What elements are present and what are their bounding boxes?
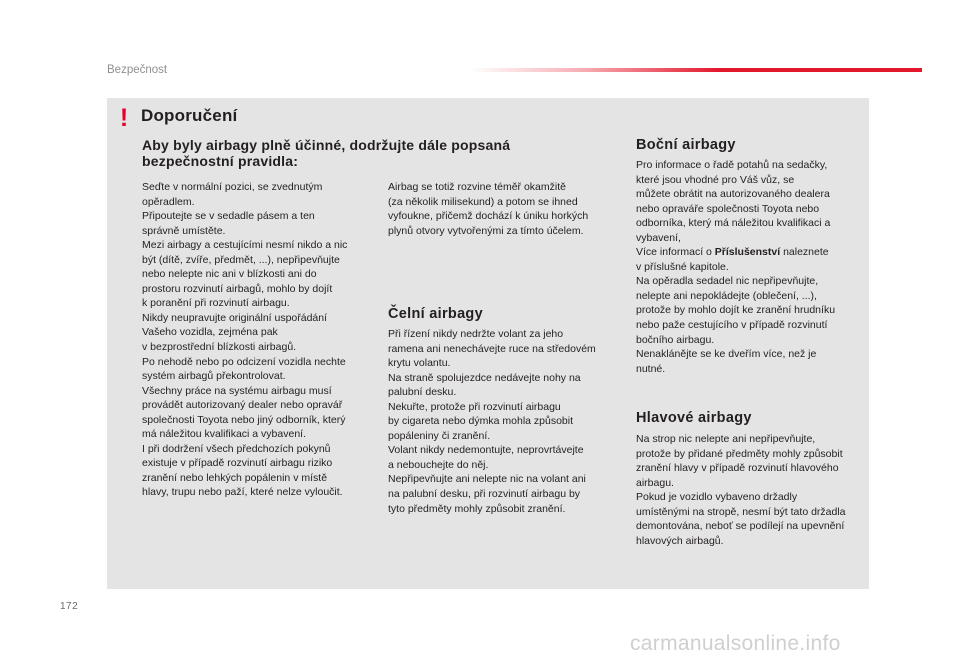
text-line: Na strop nic nelepte ani nepřipevňujte, xyxy=(636,433,816,445)
text-line: Na straně spolujezdce nedávejte nohy na xyxy=(388,371,581,384)
text-line: systém airbagů překontrolovat. xyxy=(142,370,286,383)
text-line: Připoutejte se v sedadle pásem a ten xyxy=(142,210,315,223)
frontal-airbags-text xyxy=(388,327,596,516)
watermark: carmanualsonline.info xyxy=(630,632,841,655)
text-line: Všechny práce na systému airbagu musí xyxy=(142,384,332,397)
text-line xyxy=(636,245,835,260)
text-line: existuje v případě rozvinutí airbagu riziko xyxy=(142,457,333,470)
text-line: Pro informace o řadě potahů na sedačky, xyxy=(636,159,828,171)
text-line: být (dítě, zvíře, předmět, ...), nepřipevňujte xyxy=(142,253,340,266)
accessories-term: Příslušenství xyxy=(714,246,781,259)
text-line: Nepřipevňujte ani nelepte nic na volant ani xyxy=(388,473,586,486)
text-line: v příslušné kapitole. xyxy=(636,260,729,273)
text-line: ramena ani nenechávejte ruce na středovém xyxy=(388,342,596,355)
section-label: Bezpečnost xyxy=(107,64,168,76)
text-line: a nebouchejte do něj. xyxy=(388,458,489,471)
text-line: které jsou vhodné pro Váš vůz, se xyxy=(636,173,795,186)
text-line: zranění nebo lehkých popálenin v místě xyxy=(142,471,328,484)
text-line: bočního airbagu. xyxy=(636,333,715,346)
text-line: nebo opraváře společnosti Toyota nebo xyxy=(636,202,820,215)
subtitle-line: bezpečnostní pravidla: xyxy=(142,153,299,169)
text-line: Mezi airbagy a cestujícími nesmí nikdo a nic xyxy=(142,239,348,252)
text-line: tyto předměty mohly způsobit zranění. xyxy=(388,502,566,515)
text-line: má náležitou kvalifikaci a vybavení. xyxy=(142,428,306,441)
text-line: nelepte ani nepokládejte (oblečení, ...), xyxy=(636,289,817,302)
text-line: Po nehodě nebo po odcizení vozidla nechte xyxy=(142,355,346,368)
column-airbag-deployment xyxy=(388,180,588,238)
text-line: by cigareta nebo dýmka mohla způsobit xyxy=(388,415,574,428)
panel-title: Doporučení xyxy=(141,106,238,125)
text-fragment: Více informací o xyxy=(636,246,715,259)
text-line: hlavy, trupu nebo paží, které nelze vyloučit. xyxy=(142,486,343,499)
text-line: Nekuřte, protože při rozvinutí airbagu xyxy=(388,400,561,413)
text-line: hlavových airbagů. xyxy=(636,534,724,547)
text-line: můžete obrátit na autorizovaného dealera xyxy=(636,188,830,201)
curtain-airbags-heading: Hlavové airbagy xyxy=(636,410,752,426)
curtain-airbags-text xyxy=(636,432,846,548)
text-line: Na opěradla sedadel nic nepřipevňujte, xyxy=(636,275,819,288)
text-line: na palubní desku, při rozvinutí airbagu by xyxy=(388,488,581,501)
text-line: krytu volantu. xyxy=(388,357,451,370)
text-line: nutné. xyxy=(636,362,666,375)
text-line: demontována, neboť se podílejí na upevnění xyxy=(636,520,845,533)
text-line: opěradlem. xyxy=(142,195,195,208)
frontal-airbags-heading: Čelní airbagy xyxy=(388,306,483,322)
text-line: k poranění při rozvinutí airbagu. xyxy=(142,297,290,310)
text-line: prostoru rozvinutí airbagů, mohlo by dojít xyxy=(142,282,333,295)
text-line: I při dodržení všech předchozích pokynů xyxy=(142,442,331,455)
text-line: Pokud je vozidlo vybaveno držadly xyxy=(636,491,798,504)
text-line: Nikdy neupravujte originální uspořádání xyxy=(142,311,328,324)
text-line: palubní desku. xyxy=(388,386,457,399)
exclamation-icon: ! xyxy=(119,104,129,132)
text-line: nebo nelepte nic ani v blízkosti ani do xyxy=(142,268,317,281)
text-line: Seďte v normální pozici, se zvednutým xyxy=(142,181,323,193)
text-line: (za několik milisekund) a potom se ihned xyxy=(388,195,578,208)
text-line: Vašeho vozidla, zejména pak xyxy=(142,326,278,339)
side-airbags-heading: Boční airbagy xyxy=(636,137,736,153)
text-line: vyfoukne, přičemž dochází k úniku horkých xyxy=(388,210,589,223)
text-line: odborníka, který má náležitou kvalifikaci a xyxy=(636,217,831,230)
text-line: v bezprostřední blízkosti airbagů. xyxy=(142,341,297,354)
text-line: protože by přidané předměty mohly způsobit xyxy=(636,447,843,460)
text-line: Airbag se totiž rozvine téměř okamžitě xyxy=(388,181,566,193)
text-line: správně umístěte. xyxy=(142,224,226,237)
text-line: umístěnými na stropě, nesmí být tato držadla xyxy=(636,505,846,518)
text-line: popáleniny či zranění. xyxy=(388,429,491,442)
side-airbags-text xyxy=(636,158,835,376)
text-fragment: naleznete xyxy=(780,246,829,259)
text-line: plynů otvory vytvořenými za tímto účelem. xyxy=(388,224,584,237)
page-number: 172 xyxy=(60,601,79,612)
panel-subtitle xyxy=(142,137,562,169)
header-rule xyxy=(470,68,922,72)
text-line: Při řízení nikdy nedržte volant za jeho xyxy=(388,328,564,340)
column-general-rules xyxy=(142,180,347,500)
text-line: Volant nikdy nedemontujte, neprovrtávejte xyxy=(388,444,584,457)
text-line: zranění hlavy v případě rozvinutí hlavového xyxy=(636,462,839,475)
text-line: airbagu. xyxy=(636,476,674,489)
text-line: nebo paže cestujícího v případě rozvinutí xyxy=(636,319,828,332)
text-line: Nenaklánějte se ke dveřím více, než je xyxy=(636,348,817,361)
text-line: společnosti Toyota nebo jiný odborník, který xyxy=(142,413,346,426)
text-line: provádět autorizovaný dealer nebo opravář xyxy=(142,399,343,412)
text-line: vybavení, xyxy=(636,231,681,244)
subtitle-line: Aby byly airbagy plně účinné, dodržujte dále popsaná xyxy=(142,137,511,153)
text-line: protože by mohlo dojít ke zranění hrudníku xyxy=(636,304,836,317)
